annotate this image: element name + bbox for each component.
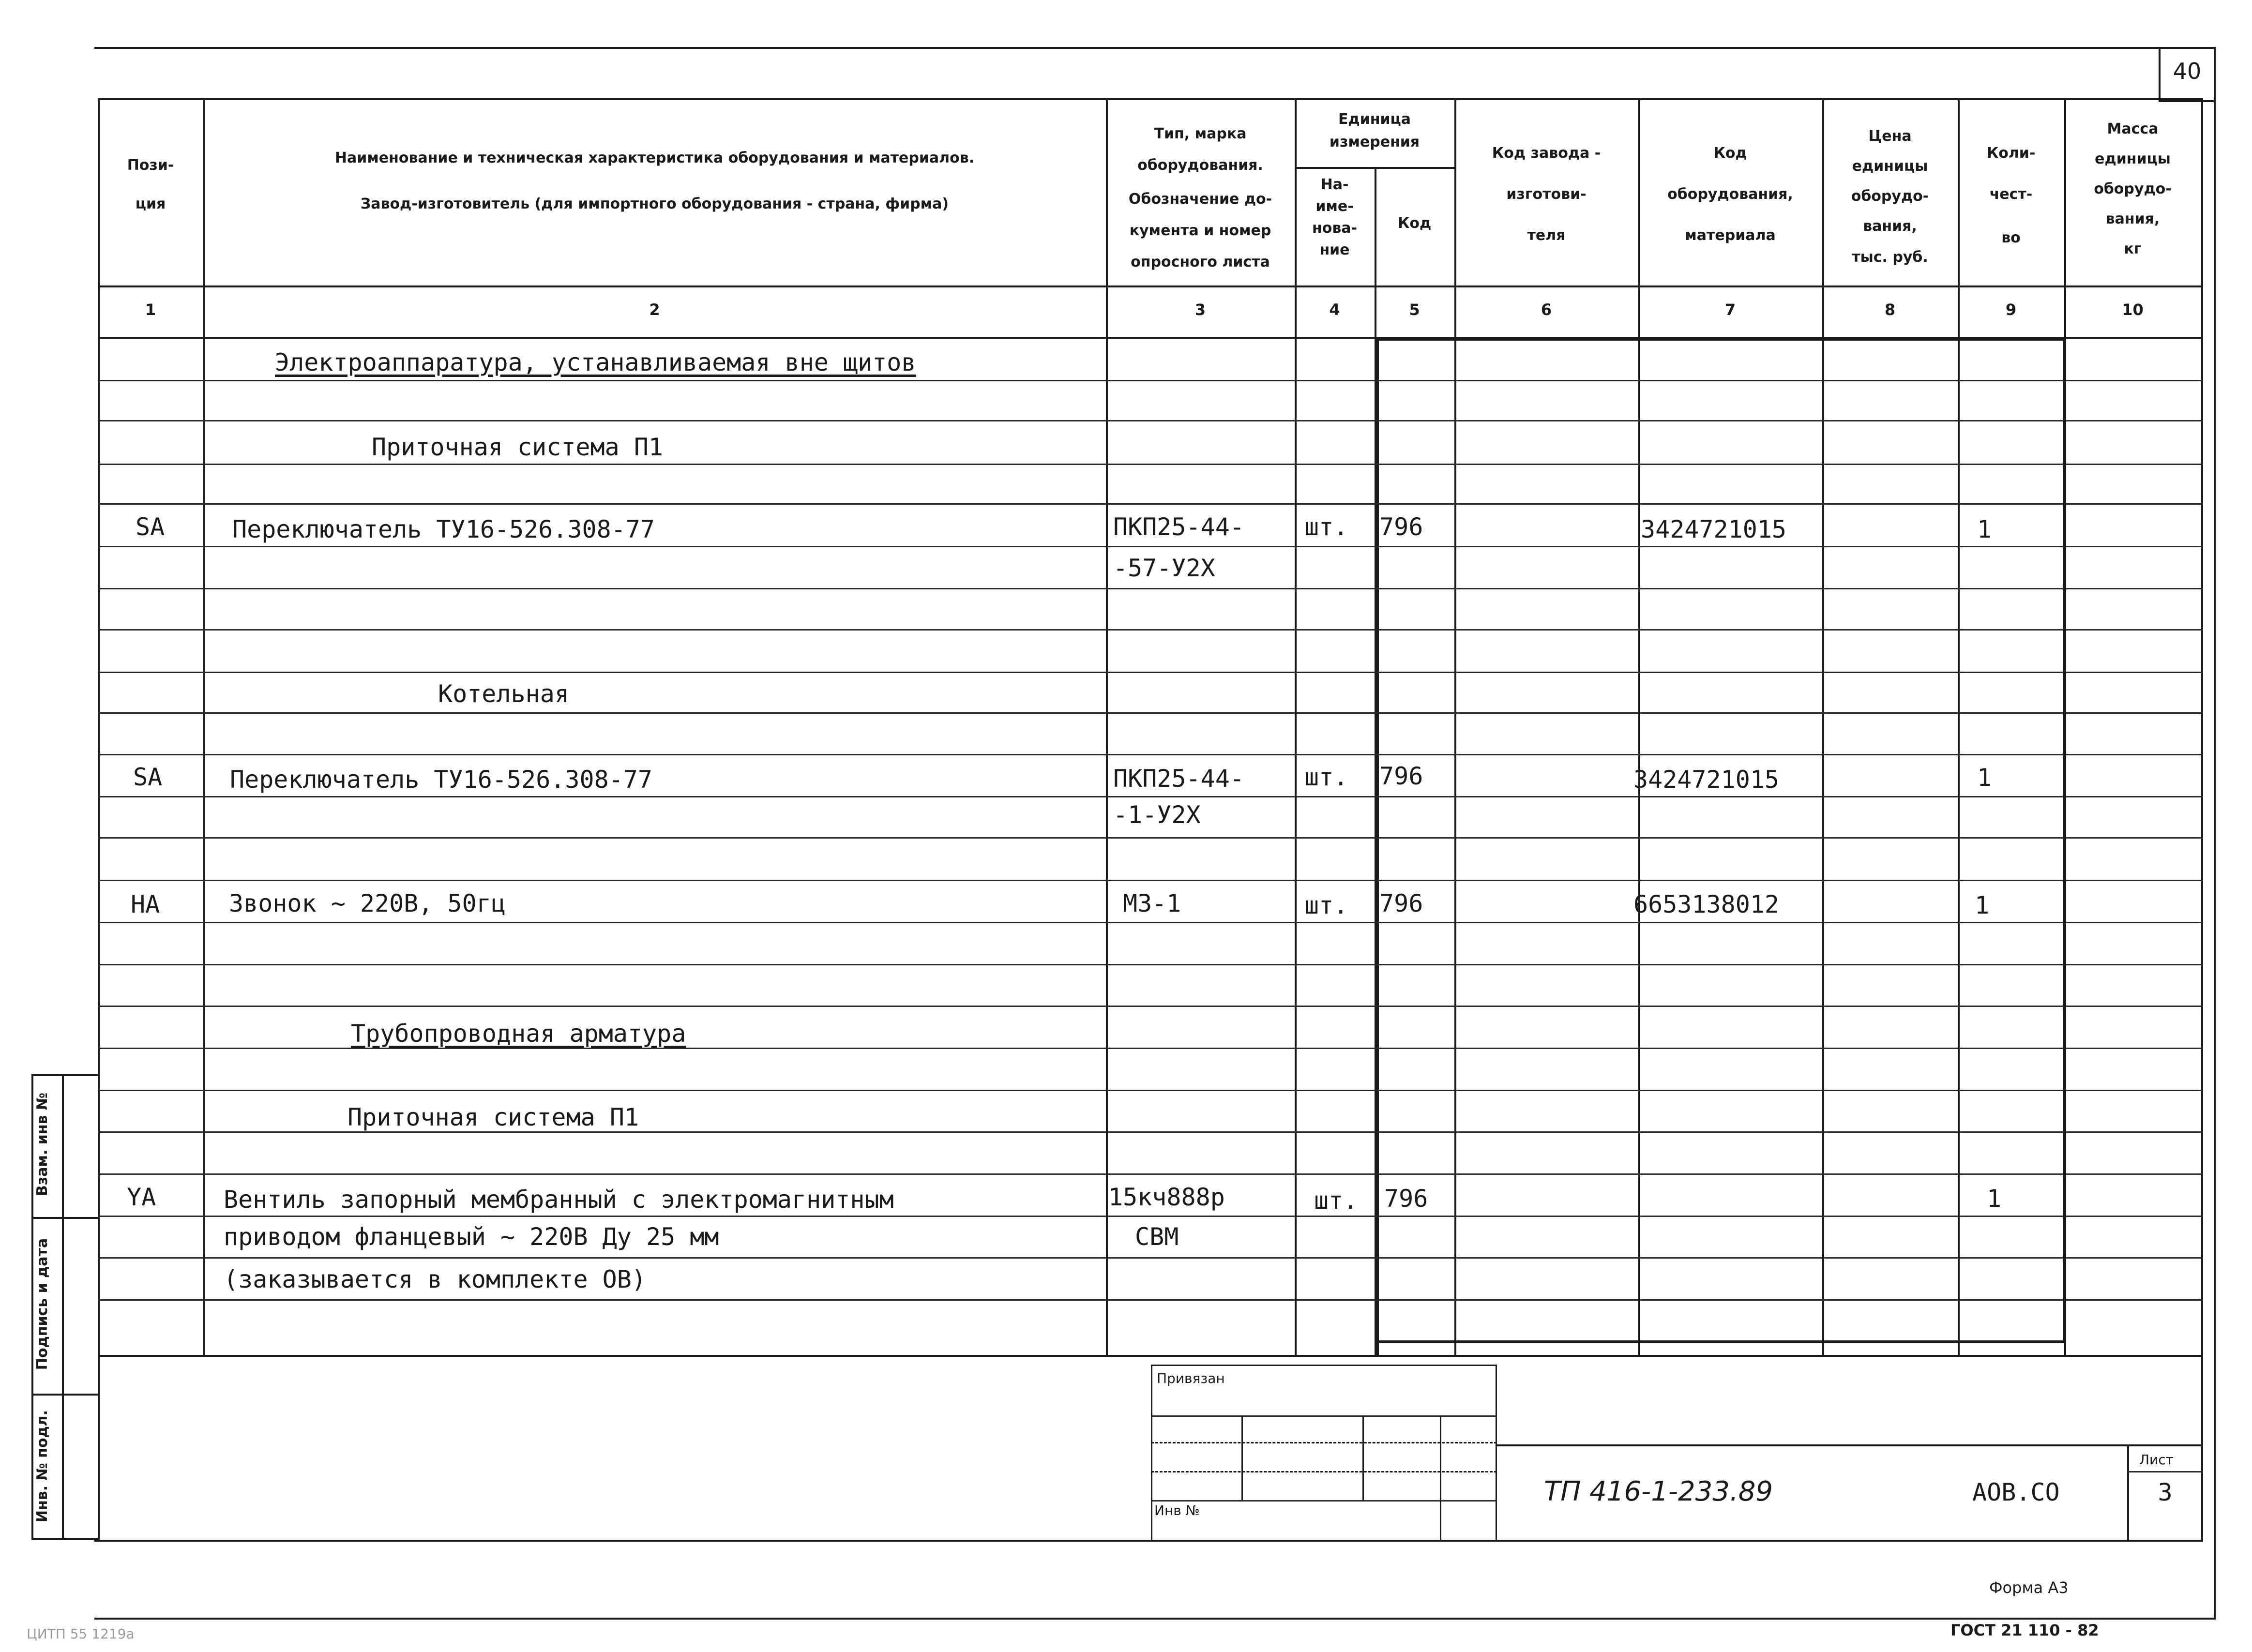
table-row-name: Вентиль запорный мембранный с электромагнитным [224,1186,894,1214]
subsection-heading: Приточная система П1 [348,1103,639,1131]
column-number-1: 1 [145,300,156,319]
header-unit-line2: измерения [1329,134,1420,150]
column-number-6: 6 [1541,300,1552,319]
row-line [98,1173,2203,1175]
table-row-type: ПКП25-44- [1113,765,1244,793]
header-col5: Код [1397,215,1432,232]
header-col2-line1: Наименование и техническая характеристика оборудования и материалов. [334,150,975,166]
table-row-unit: шт. [1304,763,1348,791]
table-bottom-line [98,1355,2203,1357]
header-col3-line2: оборудования. [1137,157,1263,174]
header-col4-line2: име- [1315,198,1354,215]
header-col10-line1: Масса [2107,120,2159,137]
header-col4-line4: ние [1319,241,1350,258]
row-line [98,503,2203,505]
table-row-type: СВМ [1135,1223,1179,1251]
privyazan-line [1151,1415,1497,1417]
row-line [98,1006,2203,1007]
table-row-type: МЗ-1 [1123,889,1181,917]
table-row-name: приводом фланцевый ~ 220В Ду 25 мм [224,1223,719,1251]
privyazan-vline [1440,1415,1441,1540]
side-label-vzam: Взам. инв № [34,1092,51,1197]
table-row-position: YA [127,1183,156,1211]
table-row-qty: 1 [1977,764,1992,792]
header-col6-line2: изготови- [1506,186,1587,203]
row-line [98,420,2203,421]
header-col6-line3: теля [1527,227,1566,244]
col-line-4b [1376,339,1379,1355]
footer-gost: ГОСТ 21 110 - 82 [1950,1621,2099,1639]
col-line-10 [2201,98,2203,1540]
column-number-4: 4 [1329,300,1340,319]
table-row-type: 15кч888р [1108,1183,1225,1211]
side-label-inv-podl: Инв. № подл. [34,1410,51,1523]
table-row-position: SA [133,763,163,791]
table-row-equip-code: 6653138012 [1633,890,1780,918]
table-row-name: Звонок ~ 220В, 50гц [229,889,506,917]
table-row-code: 796 [1379,889,1423,917]
table-row-unit: шт. [1304,513,1348,541]
column-number-9: 9 [2005,300,2017,319]
row-line [98,1090,2203,1091]
table-row-equip-code: 3424721015 [1641,515,1787,543]
side-stamp-divider [62,1074,64,1540]
row-line [98,964,2203,965]
header-col10-line4: вания, [2105,210,2160,227]
table-row-position: HA [131,890,160,918]
table-row-unit: шт. [1314,1186,1358,1215]
header-col3-line5: опросного листа [1131,254,1270,270]
table-row-type: -57-У2Х [1113,554,1215,582]
sheet-value: 3 [2158,1478,2173,1506]
subsection-heading: Котельная [438,680,569,708]
table-row-code: 796 [1379,513,1423,541]
header-col10-line2: единицы [2095,150,2171,167]
bold-box-bottom [1376,1340,2066,1343]
column-number-3: 3 [1194,300,1206,319]
column-number-7: 7 [1724,300,1736,319]
table-row-type: -1-У2Х [1113,801,1201,829]
row-line [98,754,2203,755]
right-border-line [2214,47,2216,1620]
row-line [98,712,2203,714]
header-col2-line2: Завод-изготовитель (для импортного оборудования - страна, фирма) [360,195,949,212]
header-col3-line4: кумента и номер [1129,222,1271,239]
subsection-heading: Приточная система П1 [372,433,664,461]
privyazan-dash [1151,1471,1497,1472]
row-line [98,837,2203,839]
header-col7-line1: Код [1713,145,1747,162]
doc-box-top [1497,1444,2203,1446]
table-row-equip-code: 3424721015 [1633,766,1780,794]
table-row-name: Переключатель ТУ16-526.308-77 [232,515,655,543]
row-line [98,629,2203,631]
top-border-line [94,47,2216,49]
sheet-label-line [2127,1471,2203,1472]
table-row-qty: 1 [1977,515,1992,543]
privyazan-dash [1151,1442,1497,1443]
column-number-5: 5 [1409,300,1420,319]
header-unit-line1: Единица [1338,111,1411,128]
header-col10-line3: оборудо- [2094,180,2172,197]
header-col7-line2: оборудования, [1667,186,1793,203]
header-col8-line3: оборудо- [1851,188,1929,205]
header-col9-line2: чест- [1989,186,2033,203]
header-col8-line1: Цена [1868,128,1912,145]
section-heading: Электроаппаратура, устанавливаемая вне щитов [275,348,916,376]
header-col4-line1: На- [1320,176,1349,193]
privyazan-label: Привязан [1157,1370,1225,1386]
section-heading: Трубопроводная арматура [351,1020,686,1048]
inv-no-label: Инв № [1154,1502,1200,1518]
bold-box-top [1376,338,2066,341]
header-col9-line3: во [2001,229,2021,246]
page-bottom-line [94,1618,2216,1620]
footer-forma: Форма А3 [1989,1578,2069,1597]
column-number-2: 2 [649,300,660,319]
row-line [98,672,2203,673]
header-col10-line5: кг [2124,240,2142,257]
unit-group-divider [1295,167,1454,169]
header-col3-line3: Обозначение до- [1128,191,1272,208]
column-number-8: 8 [1884,300,1896,319]
table-row-position: SA [136,513,165,541]
header-col1-line1: Пози- [127,157,174,174]
privyazan-box [1151,1365,1497,1540]
privyazan-line [1151,1500,1497,1502]
sheet-number-top: 40 [2173,58,2202,84]
header-col1-line2: ция [135,195,166,212]
table-row-qty: 1 [1975,891,1990,919]
header-col7-line3: материала [1685,227,1776,244]
table-row-name: Переключатель ТУ16-526.308-77 [230,766,652,794]
sheet-box-bottom [2159,100,2216,102]
table-top-line [98,98,2203,100]
privyazan-vline [1241,1415,1243,1500]
row-line [98,880,2203,881]
privyazan-vline [1362,1415,1364,1500]
table-row-name: (заказывается в комплекте ОВ) [224,1265,646,1293]
table-row-type: ПКП25-44- [1113,513,1244,541]
header-col8-line4: вания, [1863,218,1917,235]
header-col8-line2: единицы [1852,158,1928,175]
header-col9-line1: Коли- [1986,145,2036,162]
side-label-podpis: Подпись и дата [34,1238,51,1370]
sheet-label: Лист [2139,1452,2174,1468]
doc-code: ТП 416-1-233.89 [1544,1476,1773,1507]
header-col8-line5: тыс. руб. [1852,249,1928,266]
table-row-unit: шт. [1304,891,1348,919]
header-col4-line3: нова- [1312,220,1358,237]
frame-bottom-line [94,1540,2203,1542]
table-row-code: 796 [1384,1185,1428,1213]
bold-box-right [2063,338,2066,1343]
table-row-qty: 1 [1987,1185,2002,1213]
column-number-10: 10 [2122,300,2144,319]
table-row-code: 796 [1379,762,1423,790]
header-col6-line1: Код завода - [1492,145,1601,162]
doc-section: АОВ.СО [1972,1478,2060,1506]
footer-bottom-left: ЦИТП 55 1219а [27,1626,135,1642]
header-col3-line1: Тип, марка [1154,125,1247,142]
